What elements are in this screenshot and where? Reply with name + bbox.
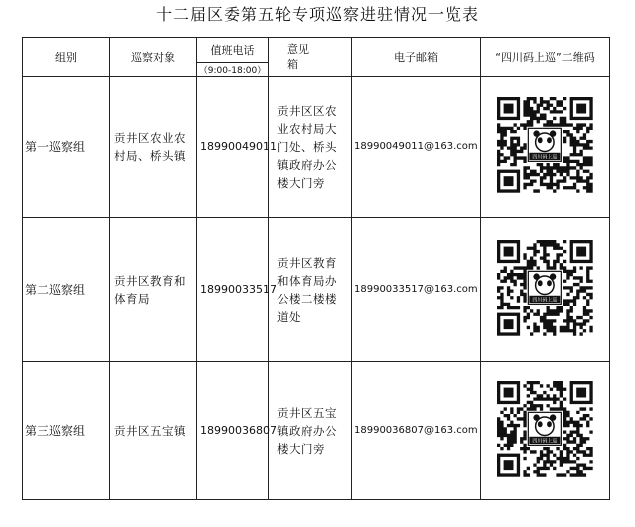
cell-target: 贡井区五宝镇 bbox=[110, 362, 197, 500]
table-row bbox=[23, 218, 610, 362]
header-group: 组别 bbox=[23, 38, 110, 77]
cell-box: 贡井区教育和体育局办公楼二楼楼道处 bbox=[269, 218, 352, 362]
header-box: 意见箱 bbox=[269, 38, 352, 77]
cell-phone: 18990036807 bbox=[197, 362, 269, 500]
panda-logo-icon bbox=[528, 271, 561, 304]
cell-target: 贡井区农业农村局、桥头镇 bbox=[110, 77, 197, 218]
qr-code-image[interactable] bbox=[495, 95, 596, 199]
cell-email[interactable]: 18990033517@163.com bbox=[352, 218, 481, 362]
cell-box: 贡井区五宝镇政府办公楼大门旁 bbox=[269, 362, 352, 500]
table-row bbox=[23, 362, 610, 500]
cell-phone: 18990033517 bbox=[197, 218, 269, 362]
qr-code-image[interactable] bbox=[495, 238, 596, 342]
header-phone: 值班电话 bbox=[197, 38, 269, 63]
panda-logo-icon bbox=[528, 412, 561, 445]
patrol-table bbox=[22, 37, 610, 500]
header-target: 巡察对象 bbox=[110, 38, 197, 77]
cell-qr bbox=[481, 77, 610, 218]
cell-phone: 18990049011 bbox=[197, 77, 269, 218]
table-row bbox=[23, 77, 610, 218]
panda-logo-icon bbox=[528, 128, 561, 161]
cell-email[interactable]: 18990036807@163.com bbox=[352, 362, 481, 500]
header-phone-hours: （9:00-18:00） bbox=[197, 63, 269, 77]
header-row bbox=[23, 38, 610, 63]
qr-logo-caption: 四川码上巡 bbox=[531, 297, 557, 304]
cell-group: 第一巡察组 bbox=[23, 77, 110, 218]
header-email: 电子邮箱 bbox=[352, 38, 481, 77]
cell-email[interactable]: 18990049011@163.com bbox=[352, 77, 481, 218]
qr-logo-caption: 四川码上巡 bbox=[531, 154, 557, 161]
cell-target: 贡井区教育和体育局 bbox=[110, 218, 197, 362]
qr-code-image[interactable] bbox=[495, 379, 596, 483]
page-title: 十二届区委第五轮专项巡察进驻情况一览表 bbox=[155, 5, 479, 24]
cell-group: 第二巡察组 bbox=[23, 218, 110, 362]
qr-logo-caption: 四川码上巡 bbox=[531, 438, 557, 445]
cell-box: 贡井区区农业农村局大门处、桥头镇政府办公楼大门旁 bbox=[269, 77, 352, 218]
cell-qr bbox=[481, 218, 610, 362]
header-qr: “四川码上巡”二维码 bbox=[481, 38, 610, 77]
cell-qr bbox=[481, 362, 610, 500]
cell-group: 第三巡察组 bbox=[23, 362, 110, 500]
